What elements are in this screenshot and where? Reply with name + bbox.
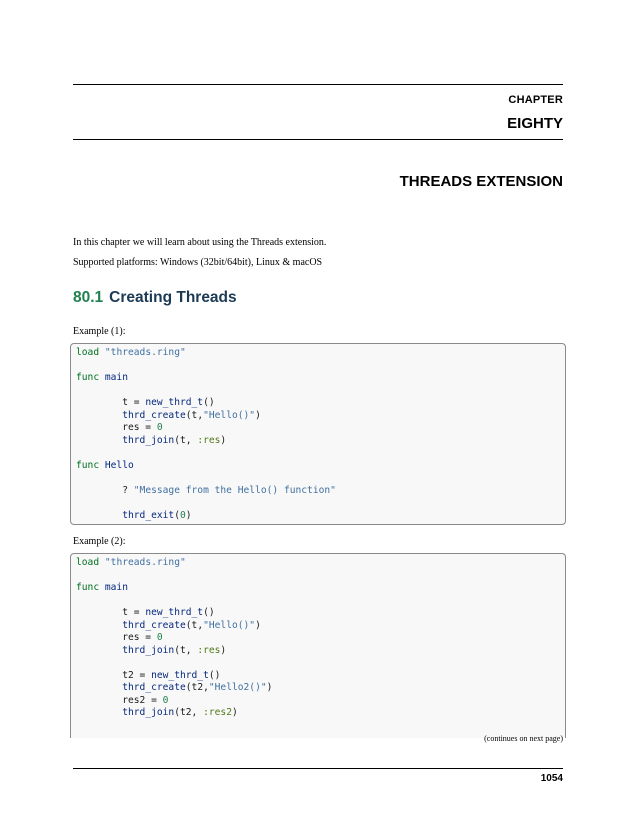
continues-note: (continues on next page)	[484, 734, 563, 743]
code-line	[76, 582, 128, 594]
code-line	[76, 645, 226, 657]
code-block-example-2	[70, 553, 566, 738]
chapter-label: CHAPTER	[508, 94, 563, 106]
code-line	[76, 707, 238, 719]
example-2-label: Example (2):	[73, 536, 126, 547]
code-line	[76, 510, 192, 522]
code-token: )	[255, 619, 261, 631]
code-token: main	[99, 582, 128, 593]
code-line	[76, 422, 163, 434]
code-token: "Message from the Hello() function"	[133, 484, 336, 496]
code-token: thrd_create	[122, 409, 186, 421]
code-token: 0	[156, 422, 163, 433]
code-token: )	[266, 682, 273, 693]
code-token	[76, 435, 122, 446]
code-token: thrd_join	[122, 644, 175, 656]
code-token: "Hello()"	[203, 409, 256, 421]
code-line	[76, 607, 215, 619]
code-token: main	[99, 372, 128, 383]
code-token: "threads.ring"	[104, 557, 186, 568]
code-token: (t,	[174, 644, 198, 656]
code-line	[76, 435, 226, 447]
code-token: (t2,	[185, 682, 209, 693]
code-token: )	[231, 707, 238, 718]
section-title: Creating Threads	[109, 289, 237, 306]
code-token: new_thrd_t	[151, 669, 209, 681]
code-token: :res2	[203, 707, 232, 718]
code-token: (t,	[174, 434, 198, 446]
code-token: ()	[203, 397, 215, 408]
code-token	[76, 707, 122, 718]
intro-paragraph: In this chapter we will learn about using the Threads extension.	[73, 237, 327, 248]
footer-rule	[73, 768, 563, 769]
example-1-label: Example (1):	[73, 326, 126, 337]
code-line	[76, 620, 261, 632]
code-token: (	[174, 509, 180, 521]
code-token: )	[185, 509, 192, 521]
code-token: ()	[208, 669, 221, 681]
code-token: Hello	[99, 459, 134, 471]
code-token: func	[76, 459, 100, 471]
code-token: 0	[156, 632, 163, 643]
code-token: thrd_join	[122, 707, 175, 718]
code-token: thrd_join	[122, 434, 175, 446]
code-token: t =	[76, 607, 146, 618]
chapter-number: EIGHTY	[507, 115, 563, 132]
code-token: res =	[76, 632, 157, 643]
code-token: (t,	[185, 409, 204, 421]
code-line	[76, 347, 186, 359]
code-token: ?	[76, 484, 134, 496]
code-token: res =	[76, 422, 157, 433]
supported-platforms-text: Supported platforms: Windows (32bit/64bit), Linux & macOS	[73, 257, 323, 268]
code-token: 0	[179, 509, 186, 521]
code-token: res2 =	[76, 694, 163, 706]
code-token: thrd_create	[122, 619, 186, 631]
code-token: func	[76, 582, 100, 593]
top-rule	[73, 84, 563, 85]
code-token: :res	[197, 644, 221, 656]
code-token: )	[255, 409, 261, 421]
chapter-rule	[73, 139, 563, 140]
code-token: (t,	[185, 619, 204, 631]
code-token: t2 =	[76, 669, 152, 681]
code-line	[76, 557, 186, 569]
code-line	[76, 372, 128, 384]
code-token: "Hello2()"	[208, 682, 267, 693]
code-token: func	[76, 372, 100, 383]
code-line	[76, 460, 134, 472]
code-token: t =	[76, 397, 146, 408]
chapter-title: THREADS EXTENSION	[399, 173, 563, 190]
code-token: thrd_create	[122, 682, 186, 693]
code-token	[76, 645, 122, 656]
code-token: new_thrd_t	[145, 607, 204, 618]
code-token	[76, 410, 122, 421]
code-token: 0	[162, 694, 169, 706]
section-number: 80.1	[73, 289, 104, 306]
code-token	[76, 682, 122, 693]
code-line	[76, 682, 272, 694]
code-token: :res	[197, 434, 221, 446]
page-number: 1054	[540, 773, 563, 784]
code-block-example-1	[70, 343, 566, 525]
section-heading	[73, 289, 237, 307]
code-token	[76, 620, 122, 631]
code-token: ()	[203, 607, 215, 618]
code-token: load	[76, 347, 100, 358]
code-line	[76, 670, 220, 682]
code-line	[76, 632, 163, 644]
code-token: )	[220, 434, 227, 446]
code-token: new_thrd_t	[145, 397, 204, 408]
code-line	[76, 485, 336, 497]
code-token: "Hello()"	[203, 619, 256, 631]
code-token	[76, 510, 122, 521]
code-token: (t2,	[174, 707, 204, 718]
code-line	[76, 397, 215, 409]
code-token: "threads.ring"	[104, 347, 186, 358]
code-token: thrd_exit	[122, 509, 175, 521]
code-line	[76, 695, 168, 707]
code-line	[76, 410, 261, 422]
code-token: load	[76, 557, 100, 568]
code-token: )	[220, 644, 227, 656]
